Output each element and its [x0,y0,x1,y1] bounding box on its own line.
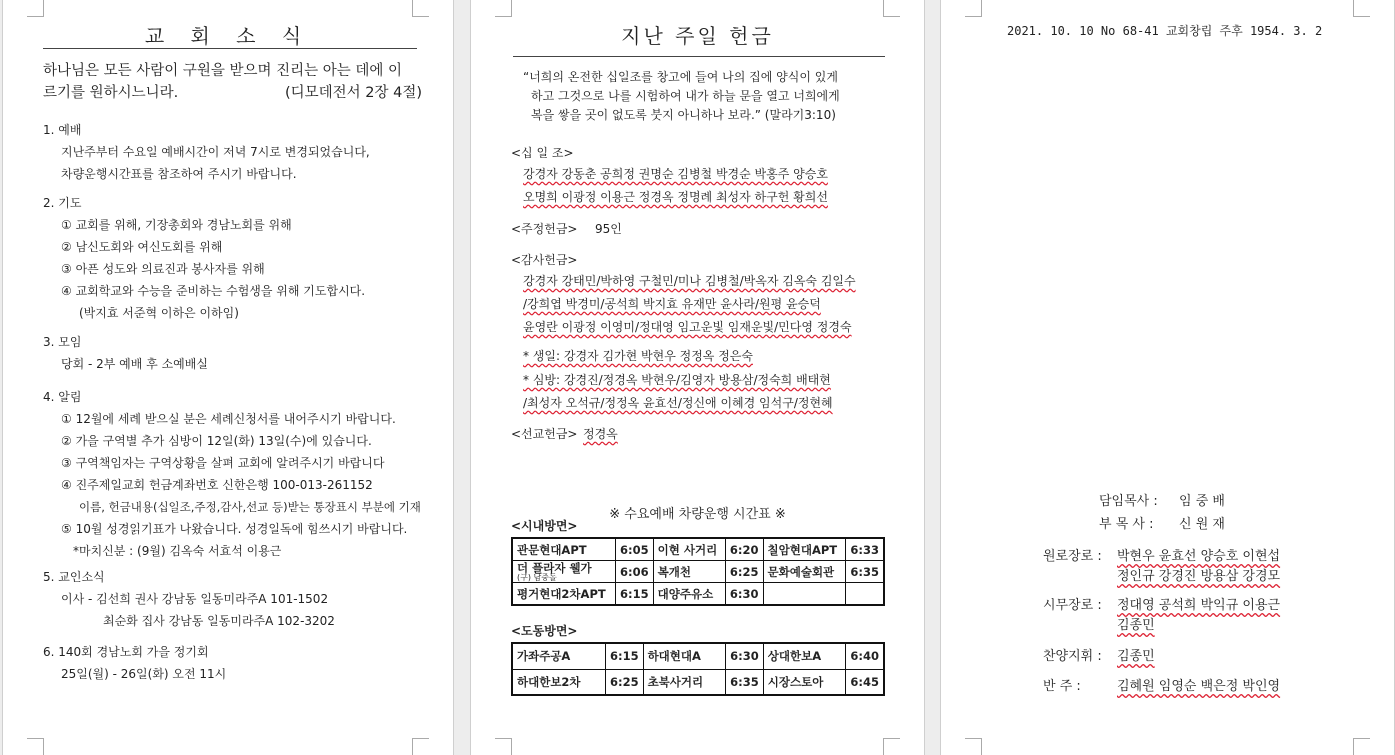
bulletin-header: 2021. 10. 10 No 68-41 교회창립 주후 1954. 3. 2 [1007,24,1323,38]
visit-names: /최성자 오석규/정정옥 윤효선/정신애 이혜경 임석구/정현혜 [523,396,833,410]
title-divider [43,48,417,49]
news-line: *마치신분 : (9월) 김옥숙 서효석 이용근 [73,544,282,558]
stop-time: 6:30 [725,583,763,606]
section-heading-worship: 1. 예배 [43,123,82,137]
news-line: ① 교회를 위해, 기장총회와 경남노회를 위해 [61,218,292,232]
city-direction-label: <시내방면> [511,519,578,533]
thanks-names: /강희엽 박경미/공석희 박지효 유재만 윤사라/원평 윤승덕 [523,297,821,311]
corner-mark [495,738,512,755]
stop-time: 6:06 [616,561,654,583]
stop-name: 더 플라자 웰가 [517,560,592,575]
mission-offering-name: 정경옥 [583,427,618,441]
stop-name: 초북사거리 [643,669,726,695]
news-line: 최순화 집사 강남동 일동미라주A 102-3202 [103,614,335,628]
stop-name: 평거현대2차APT [512,583,616,606]
staff-name: 임 중 배 [1179,494,1225,509]
news-line: 당회 - 2부 예배 후 소예배실 [61,357,208,371]
stop-name: 칠암현대APT [763,538,846,561]
section-heading-meeting: 3. 모임 [43,335,82,349]
title-divider [513,56,885,57]
corner-mark [883,738,900,755]
schedule-title: ※ 수요예배 차량운행 시간표 ※ [609,507,786,522]
elder-names: 김종민 [1117,618,1155,633]
birthday-names: * 생일: 강경자 김가현 박현우 정정옥 정은숙 [523,349,753,363]
news-line: (박지효 서준혁 이하은 이하임) [79,306,239,320]
elder-names: 박현우 윤효선 양승호 이현섭 [1117,549,1281,564]
corner-mark [965,738,982,755]
news-line: 25일(월) - 26일(화) 오전 11시 [61,667,227,681]
stop-time: 6:33 [846,538,884,561]
accompanist-names: 김혜원 임영순 백은정 박인영 [1117,679,1281,694]
news-line: ① 12월에 세례 받으실 분은 세례신청서를 내어주시기 바랍니다. [61,412,396,426]
verse-line: 하고 그것으로 나를 시험하여 내가 하늘 문을 열고 너희에게 [531,89,840,103]
staff-name: 신 원 재 [1179,517,1225,532]
tithe-names: 오명희 이광정 이용근 정경옥 정명례 최성자 하구헌 황희선 [523,190,828,204]
stop-time: 6:30 [726,643,764,669]
corner-mark [27,738,44,755]
stop-name: 문화예술회관 [763,561,846,583]
news-line: ④ 교회학교와 수능을 준비하는 수험생을 위해 기도합시다. [61,284,366,298]
elder-label: 시무장로 : [1043,598,1102,613]
thanks-offering-label: <감사헌금> [511,253,578,267]
verse-line: 복을 쌓을 곳이 없도록 붓지 아니하나 보라.” (말라기3:10) [531,108,836,122]
elder-label: 원로장로 : [1043,549,1102,564]
stop-name: 이현 사거리 [653,538,725,561]
verse-reference: (디모데전서 2장 4절) [285,85,423,101]
stop-name: 하대한보2차 [512,669,605,695]
corner-mark [965,0,982,17]
corner-mark [412,0,429,17]
stop-name [763,583,846,606]
verse-line: “너희의 온전한 십일조를 창고에 들여 나의 집에 양식이 있게 [523,70,838,84]
news-line: ⑤ 10월 성경읽기표가 나왔습니다. 성경일독에 힘쓰시기 바랍니다. [61,522,408,536]
table-row [512,583,884,606]
choir-label: 찬양지휘 : [1043,649,1102,664]
table-row [512,669,884,695]
section-heading-members: 5. 교인소식 [43,570,105,584]
page-church-news [2,0,454,755]
city-schedule-table [511,537,885,606]
stop-name: 가좌주공A [512,643,605,669]
tithe-names: 강경자 강동춘 공희정 권명순 김병철 박경순 박홍주 양승호 [523,167,828,181]
thanks-names: 강경자 강태민/박하영 구철민/미나 김병철/박옥자 김옥숙 김일수 [523,274,856,288]
tithe-label: <십 일 조> [511,146,574,160]
east-schedule-table [511,642,885,696]
corner-mark [412,738,429,755]
section-heading-notices: 4. 알림 [43,390,82,404]
choir-name: 김종민 [1117,649,1155,664]
elder-names: 정인규 강경진 방용삼 강경모 [1117,569,1281,584]
stop-name-cell [512,561,616,583]
verse-line: 르기를 원하시느니라. [43,85,179,101]
table-row [512,538,884,561]
stop-name: 상대한보A [763,643,846,669]
stop-time: 6:15 [616,583,654,606]
corner-mark [1353,738,1370,755]
stop-name: 관문현대APT [512,538,616,561]
stop-time: 6:25 [725,561,763,583]
section-heading-presbytery: 6. 140회 경남노회 가을 정기회 [43,645,209,659]
corner-mark [1353,0,1370,17]
corner-mark [495,0,512,17]
stop-time [846,583,884,606]
stop-former-name: (구) 남중돌 [517,572,557,582]
stop-time: 6:40 [846,643,884,669]
news-line: 지난주부터 수요일 예배시간이 저녁 7시로 변경되었습니다, [61,145,370,159]
news-line: ④ 진주제일교회 헌금계좌번호 신한은행 100-013-261152 [61,478,373,492]
page-offerings [470,0,925,755]
accompanist-label: 반 주 : [1043,679,1081,694]
stop-time: 6:45 [846,669,884,695]
table-row [512,561,884,583]
east-direction-label: <도동방면> [511,624,578,638]
staff-label: 부 목 사 : [1099,517,1154,532]
page-staff [940,0,1395,755]
stop-name: 복개천 [653,561,725,583]
visit-names: * 심방: 강경진/정경옥 박현우/김영자 방용삼/정숙희 배태현 [523,373,831,387]
news-line: ③ 구역책임자는 구역상황을 살펴 교회에 알려주시기 바랍니다 [61,456,385,470]
stop-time: 6:20 [725,538,763,561]
stop-name: 하대현대A [643,643,726,669]
stop-time: 6:15 [605,643,643,669]
page-title: 지난 주일 헌금 [621,24,774,48]
stop-time: 6:05 [616,538,654,561]
stop-time: 6:25 [605,669,643,695]
page-title: 교 회 소 식 [144,24,312,48]
elder-names: 정대영 공석희 박익규 이용근 [1117,598,1281,613]
thanks-names: 윤영란 이광정 이영미/정대영 임고운빛 임재운빛/민다영 정경숙 [523,320,852,334]
stop-name: 대양주유소 [653,583,725,606]
stop-time: 6:35 [846,561,884,583]
table-row [512,643,884,669]
corner-mark [883,0,900,17]
news-line: ② 가을 구역별 추가 심방이 12일(화) 13일(수)에 있습니다. [61,434,372,448]
staff-label: 담임목사 : [1099,494,1158,509]
verse-line: 하나님은 모든 사람이 구원을 받으며 진리는 아는 데에 이 [43,63,403,79]
news-line: ③ 아픈 성도와 의료진과 봉사자를 위해 [61,262,265,276]
news-line: 이사 - 김선희 권사 강남동 일동미라주A 101-1502 [61,592,329,606]
mission-offering-label: <선교헌금> [511,427,578,441]
stop-name: 시장스토아 [763,669,846,695]
corner-mark [27,0,44,17]
weekly-offering-count: 95인 [595,222,622,236]
news-line: 차량운행시간표를 참조하여 주시기 바랍니다. [61,167,297,181]
section-heading-prayer: 2. 기도 [43,196,82,210]
weekly-offering-label: <주정헌금> [511,222,578,236]
news-line: 이름, 헌금내용(십일조,주정,감사,선교 등)받는 통장표시 부분에 기재 [79,500,421,514]
stop-time: 6:35 [726,669,764,695]
news-line: ② 남신도회와 여신도회를 위해 [61,240,223,254]
